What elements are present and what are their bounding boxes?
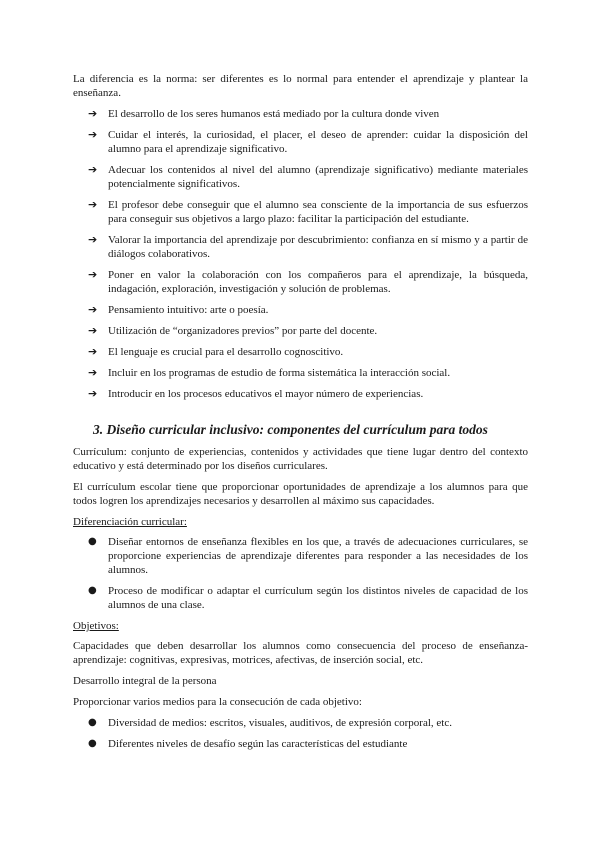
list-item: ➔ Valorar la importancia del aprendizaje por descubrimiento: confianza en sí mismo y a partir de diálogos colaborativos. <box>88 233 528 260</box>
document-page <box>73 72 528 758</box>
objectives-paragraph: Capacidades que deben desarrollar los alumnos como consecuencia del proceso de enseñanza-aprendizaje: cognitivas, expresivas, motrices, afectivas, de inserción social, etc. <box>73 640 528 666</box>
arrow-icon: ➔ <box>88 268 98 281</box>
list-item: ● Proceso de modificar o adaptar el currículum según los distintos niveles de capacidad de los alumnos de una clase. <box>88 585 528 611</box>
list-item: ➔ Pensamiento intuitivo: arte o poesía. <box>88 303 269 316</box>
list-item: ➔ Poner en valor la colaboración con los compañeros para el aprendizaje, la búsqueda, indagación, exploración, investigación y solución de problemas. <box>88 268 528 295</box>
differentiation-heading: Diferenciación curricular: <box>73 516 187 528</box>
list-item: ● Diseñar entornos de enseñanza flexibles en los que, a través de adecuaciones curriculares, se proporcione experiencias de aprendizaje diferentes para responder a las necesidades de los alumnos. <box>88 536 528 576</box>
differentiation-list <box>73 535 528 612</box>
arrow-icon: ➔ <box>88 345 98 358</box>
principles-list <box>73 107 528 401</box>
arrow-icon: ➔ <box>88 233 98 246</box>
bullet-icon: ● <box>88 738 97 749</box>
arrow-icon: ➔ <box>88 163 98 176</box>
list-item: ● Diferentes niveles de desafío según las características del estudiante <box>88 738 408 750</box>
arrow-icon: ➔ <box>88 303 98 316</box>
curriculum-school-paragraph: El currículum escolar tiene que proporcionar oportunidades de aprendizaje a los alumnos para que todos logren los aprendizajes necesarios y desarrollen al máximo sus capacidades. <box>73 481 528 507</box>
arrow-icon: ➔ <box>88 387 98 400</box>
means-intro: Proporcionar varios medios para la consecución de cada objetivo: <box>73 696 362 708</box>
list-item: ➔ Adecuar los contenidos al nivel del alumno (aprendizaje significativo) mediante materiales potencialmente significativos. <box>88 163 528 190</box>
integral-development: Desarrollo integral de la persona <box>73 675 217 687</box>
intro-paragraph: La diferencia es la norma: ser diferentes es lo normal para entender el aprendizaje y plantear la enseñanza. <box>73 73 528 99</box>
section-heading: 3. Diseño curricular inclusivo: componentes del currículum para todos <box>93 422 488 437</box>
list-item: ➔ Introducir en los procesos educativos el mayor número de experiencias. <box>88 387 424 400</box>
arrow-icon: ➔ <box>88 198 98 211</box>
bullet-icon: ● <box>88 585 97 596</box>
arrow-icon: ➔ <box>88 107 98 120</box>
means-list <box>73 716 528 751</box>
list-item: ➔ Incluir en los programas de estudio de forma sistemática la interacción social. <box>88 366 451 379</box>
list-item: ➔ Utilización de “organizadores previos” por parte del docente. <box>88 324 378 337</box>
list-item: ● Diversidad de medios: escritos, visuales, auditivos, de expresión corporal, etc. <box>88 717 452 729</box>
arrow-icon: ➔ <box>88 128 98 141</box>
list-item: ➔ El lenguaje es crucial para el desarrollo cognoscitivo. <box>88 345 344 358</box>
objectives-heading: Objetivos: <box>73 620 119 632</box>
list-item: ➔ El desarrollo de los seres humanos está mediado por la cultura donde viven <box>88 107 440 120</box>
list-item: ➔ Cuidar el interés, la curiosidad, el placer, el deseo de aprender: cuidar la disposición del alumno para el aprendizaje significativo. <box>88 128 528 155</box>
arrow-icon: ➔ <box>88 324 98 337</box>
bullet-icon: ● <box>88 536 97 547</box>
bullet-icon: ● <box>88 717 97 728</box>
arrow-icon: ➔ <box>88 366 98 379</box>
list-item: ➔ El profesor debe conseguir que el alumno sea consciente de la importancia de sus esfuerzos para conseguir sus objetivos a largo plazo: facilitar la participación del estudiante. <box>88 198 528 225</box>
curriculum-definition: Currículum: conjunto de experiencias, contenidos y actividades que tiene lugar dentro del contexto educativo y está determinado por los diseños curriculares. <box>73 446 528 472</box>
